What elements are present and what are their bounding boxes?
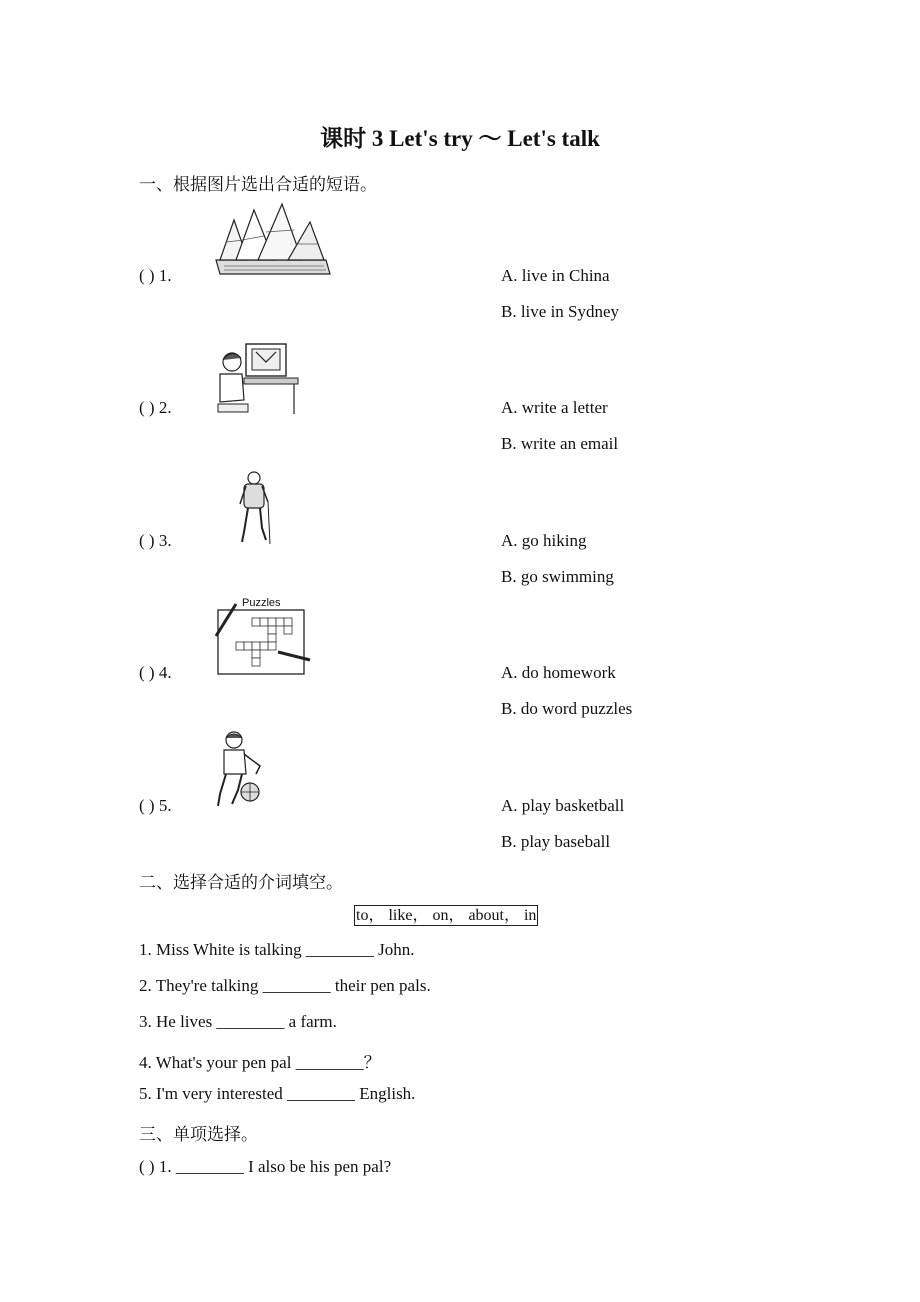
crossword-puzzle-icon [212,598,312,678]
question-1-number: ( ) 1. [139,266,172,285]
fill-sentence-1: 1. Miss White is talking ________ John. [139,940,415,959]
boy-at-computer-icon [214,340,300,416]
question-2-number: ( ) 2. [139,398,172,417]
fill-sentence-2: 2. They're talking ________ their pen pals. [139,976,431,995]
question-2-option-a: A. write a letter [501,398,608,417]
question-1-option-b: B. live in Sydney [501,302,620,321]
section-2-heading: 二、选择合适的介词填空。 [139,873,343,892]
page-title: 课时 3 Let's try ～ Let's talk [320,126,600,151]
question-3-number: ( ) 3. [139,531,172,550]
question-1-option-a: A. live in China [501,266,610,285]
hiker-icon [234,470,274,548]
puzzle-label: Puzzles [242,597,281,609]
fill-sentence-5: 5. I'm very interested ________ English. [139,1084,416,1103]
question-3-option-b: B. go swimming [501,567,614,586]
section-3-heading: 三、单项选择。 [139,1125,258,1144]
question-3-option-a: A. go hiking [501,531,587,550]
choice-question-1: ( ) 1. ________ I also be his pen pal? [139,1157,392,1176]
question-2-option-b: B. write an email [501,434,619,453]
word-box: to， like， on， about， in [356,907,537,924]
question-5-option-a: A. play basketball [501,796,625,815]
section-1-heading: 一、根据图片选出合适的短语。 [139,175,377,194]
basketball-player-icon [214,730,268,814]
opera-house-icon [214,200,332,278]
question-5-option-b: B. play baseball [501,832,611,851]
question-5-number: ( ) 5. [139,796,172,815]
fill-sentence-3: 3. He lives ________ a farm. [139,1012,337,1031]
question-4-number: ( ) 4. [139,663,172,682]
question-4-option-b: B. do word puzzles [501,699,633,718]
question-4-option-a: A. do homework [501,663,616,682]
fill-sentence-4: 4. What's your pen pal ________？ [139,1053,381,1072]
